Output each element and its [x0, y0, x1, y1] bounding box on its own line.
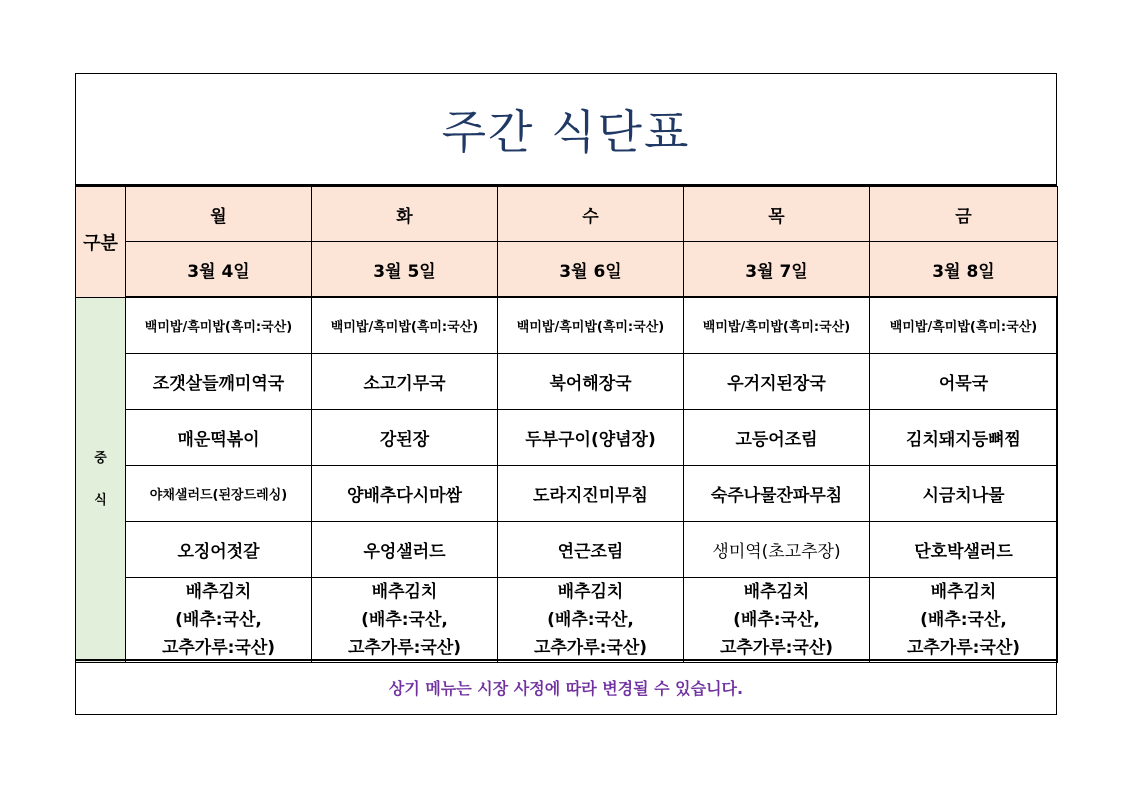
menu-cell: 백미밥/흑미밥(흑미:국산) — [870, 297, 1058, 354]
kimchi-origin: (배추:국산, — [547, 610, 634, 630]
kimchi-origin: (배추:국산, — [733, 610, 820, 630]
side-dish-row-1 — [76, 466, 1058, 522]
footer-note-row — [76, 659, 1056, 714]
soup-row — [76, 354, 1058, 410]
day-header: 수 — [498, 187, 684, 242]
kimchi-name: 배추김치 — [930, 582, 997, 602]
menu-cell: 소고기무국 — [312, 354, 498, 410]
menu-table — [75, 186, 1058, 663]
menu-cell: 오징어젓갈 — [126, 522, 312, 578]
kimchi-origin: 고추가루:국산) — [719, 638, 834, 658]
menu-cell: 매운떡볶이 — [126, 410, 312, 466]
kimchi-origin: (배추:국산, — [920, 610, 1007, 630]
day-header: 화 — [312, 187, 498, 242]
menu-cell: 단호박샐러드 — [870, 522, 1058, 578]
menu-cell: 연근조림 — [498, 522, 684, 578]
date-header: 3월 7일 — [684, 242, 870, 298]
page-title: 주간 식단표 — [441, 105, 691, 159]
kimchi-cell — [684, 578, 870, 663]
kimchi-name: 배추김치 — [185, 582, 252, 602]
day-header: 목 — [684, 187, 870, 242]
meal-label — [76, 297, 126, 663]
menu-cell: 고등어조림 — [684, 410, 870, 466]
kimchi-name: 배추김치 — [743, 582, 810, 602]
kimchi-origin: 고추가루:국산) — [347, 638, 462, 658]
kimchi-cell — [312, 578, 498, 663]
date-header: 3월 5일 — [312, 242, 498, 298]
menu-cell: 김치돼지등뼈찜 — [870, 410, 1058, 466]
date-header: 3월 8일 — [870, 242, 1058, 298]
menu-cell: 우거지된장국 — [684, 354, 870, 410]
menu-cell: 북어해장국 — [498, 354, 684, 410]
day-row — [76, 187, 1058, 242]
kimchi-origin: 고추가루:국산) — [161, 638, 276, 658]
menu-cell: 강된장 — [312, 410, 498, 466]
menu-cell: 어묵국 — [870, 354, 1058, 410]
main-dish-row — [76, 410, 1058, 466]
menu-cell: 백미밥/흑미밥(흑미:국산) — [312, 297, 498, 354]
kimchi-cell — [870, 578, 1058, 663]
meal-label-char: 중 — [94, 450, 107, 466]
kimchi-cell — [498, 578, 684, 663]
kimchi-origin: (배추:국산, — [361, 610, 448, 630]
footer-note: 상기 메뉴는 시장 사정에 따라 변경될 수 있습니다. — [388, 679, 744, 698]
meal-label-char: 식 — [94, 492, 107, 508]
date-header: 3월 6일 — [498, 242, 684, 298]
category-label: 구분 — [76, 187, 126, 298]
menu-sheet — [75, 73, 1057, 715]
menu-cell: 생미역(초고추장) — [684, 522, 870, 578]
kimchi-name: 배추김치 — [557, 582, 624, 602]
menu-cell: 백미밥/흑미밥(흑미:국산) — [498, 297, 684, 354]
menu-cell: 도라지진미무침 — [498, 466, 684, 522]
kimchi-cell — [126, 578, 312, 663]
menu-cell: 우엉샐러드 — [312, 522, 498, 578]
kimchi-name: 배추김치 — [371, 582, 438, 602]
menu-cell: 숙주나물잔파무침 — [684, 466, 870, 522]
day-header: 월 — [126, 187, 312, 242]
kimchi-origin: (배추:국산, — [175, 610, 262, 630]
kimchi-origin: 고추가루:국산) — [906, 638, 1021, 658]
menu-cell: 야채샐러드(된장드레싱) — [126, 466, 312, 522]
date-row — [76, 242, 1058, 298]
kimchi-row — [76, 578, 1058, 663]
menu-cell: 양배추다시마쌈 — [312, 466, 498, 522]
day-header: 금 — [870, 187, 1058, 242]
menu-cell: 백미밥/흑미밥(흑미:국산) — [684, 297, 870, 354]
rice-row — [76, 297, 1058, 354]
menu-cell: 두부구이(양념장) — [498, 410, 684, 466]
kimchi-origin: 고추가루:국산) — [533, 638, 648, 658]
side-dish-row-2 — [76, 522, 1058, 578]
menu-cell: 조갯살들깨미역국 — [126, 354, 312, 410]
menu-cell: 백미밥/흑미밥(흑미:국산) — [126, 297, 312, 354]
date-header: 3월 4일 — [126, 242, 312, 298]
title-row — [76, 74, 1056, 186]
menu-cell: 시금치나물 — [870, 466, 1058, 522]
